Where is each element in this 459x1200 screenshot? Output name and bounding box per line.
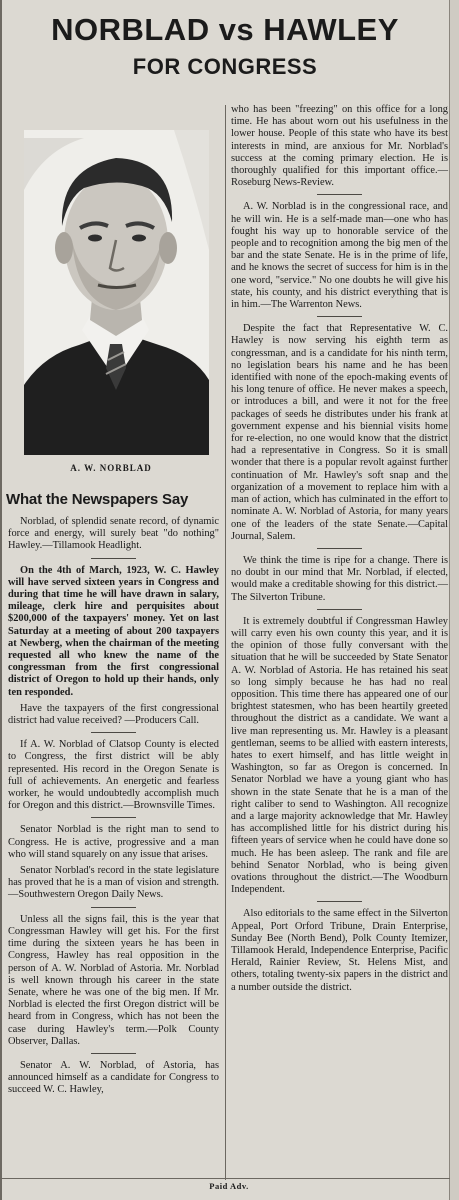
bottom-rule <box>0 1178 450 1179</box>
headline-sub: FOR CONGRESS <box>132 54 318 79</box>
quote-tillamook: Norblad, of splendid senate record, of dynamic force and energy, will surely beat "do nothing" Hawley.—Tillamook Headlight. <box>8 516 219 552</box>
divider <box>91 558 136 559</box>
left-column <box>8 490 219 1101</box>
quote-sw-oregon-2: Senator Norblad's record in the state legislature has proved that he is a man of vision and strength.—Southwestern Oregon Daily News. <box>8 865 219 901</box>
quote-producers-call-followup: Have the taxpayers of the first congressional district had value received? —Producers Call. <box>8 702 219 727</box>
divider <box>91 732 136 733</box>
divider <box>91 1053 136 1054</box>
section-subhead: What the Newspapers Say <box>6 491 189 508</box>
column-rule <box>225 105 226 1180</box>
headline-main: NORBLAD vs HAWLEY <box>51 12 399 47</box>
candidate-portrait <box>24 130 209 455</box>
divider <box>91 817 136 818</box>
divider <box>317 194 362 195</box>
divider <box>317 609 362 610</box>
right-column <box>231 104 448 998</box>
quote-polk-county: Unless all the signs fail, this is the year that Congressman Hawley will get his. For the first time during the sixteen years he has been in Congress, Hawley has real opposition in the person of A. W. Norblad of Astoria. Mr. Norblad is well known through his career in the state Senate, where he was one of the big men. If Mr. Norblad is elected the first Oregon district will be heard from in Congress, which has not been the case during Hawley's term.—Polk County Observer, Dallas. <box>8 913 219 1047</box>
quote-roseburg-end: who has been "freezing" on this office for a long time. He has about worn out his usefulness in the lower house. People of this state who have its best interests in mind, are anxious for Mr. Norblad's success at the coming primary election. He is thoroughly qualified for this important office.—Roseburg News-Review. <box>231 104 448 189</box>
paid-advertisement-note: Paid Adv. <box>209 1181 249 1191</box>
quote-roseburg-start: Senator A. W. Norblad, of Astoria, has announced himself as a candidate for Congress to succeed W. C. Hawley, <box>8 1059 219 1096</box>
portrait-caption: A. W. NORBLAD <box>70 463 152 473</box>
quote-producers-call: On the 4th of March, 1923, W. C. Hawley will have served sixteen years in Congress and during that time he will have drawn in salary, mileage, clerk hire and perquisites about $200,000 of the taxpayers' money. Yet on last Saturday at a meeting of about 200 taxpayers at Newberg, when the chairman of the meeting requested all who knew the name of the congressman from the first congressional district of Oregon to hold up their hands, only ten responded. <box>8 564 219 698</box>
divider <box>317 548 362 549</box>
quote-silverton: We think the time is ripe for a change. There is no doubt in our mind that Mr. Norblad, if elected, would make a creditable showing for this district.—The Silverton Tribune. <box>231 554 448 603</box>
portrait-image <box>24 130 209 455</box>
divider <box>317 316 362 317</box>
divider <box>317 901 362 902</box>
quote-capital-journal: Despite the fact that Representative W. C. Hawley is now serving his eighth term as congressman, and is a candidate for his ninth term, no legislation bears his name and he has been identified with none of the epoch-making events of his long tenure of office. He never makes a speech, or introduces a bill, and were it not for the free packages of seeds he distributes under his frank at government expense and his biennial visits home for re-election, no one would know that the district had a representative in Congress. So it is small wonder that there is a popular revolt against further continuation of Mr. Hawley's soft snap and the organization of a movement to replace him with a man of action, which has culminated in the effort to nominate A. W. Norblad of Astoria, for many years one of the leaders of the state Senate.—Capital Journal, Salem. <box>231 323 448 542</box>
quote-sw-oregon-1: Senator Norblad is the right man to send to Congress. He is active, progressive and a man who will stand squarely on any issue that arises. <box>8 824 219 860</box>
quote-brownsville: If A. W. Norblad of Clatsop County is elected to Congress, the first district will be ably represented. His record in the Oregon Senate is full of achievements. An energetic and fearless worker, he would undoubtedly accomplish much for Oregon and this district.—Brownsville Times. <box>8 739 219 812</box>
quote-woodburn: It is extremely doubtful if Congressman Hawley will carry even his own county this year, and it is the opinion of those fully conversant with the situation that he will be succeeded by State Senator A. W. Norblad of Astoria. He has retained his seat so long simply because he has had no real opposition. This time there has appeared one of our brightest statesmen, who has been heartily greeted throughout the district as a candidate. We want a live man representing us. Mr. Hawley is a pleasant gentleman, seems to be allied with eastern interests, hates to exert himself, and has little weight in Washington, so far as Oregon is concerned. In Senator Norblad we have a young giant who has shown in the state Senate that he is a man of the right caliber to send to Washington. All recognize and a large majority acknowledge that Mr. Hawley has accomplished little for his district during his fifteen years of service when he could have done so much. He has been asleep. The rank and file are behind Senator Norblad, who is being given ovations throughout the district.—The Woodburn Independent. <box>231 615 448 896</box>
adjacent-column-fragment <box>449 0 459 1200</box>
divider <box>91 907 136 908</box>
headline <box>0 12 450 81</box>
other-editorials: Also editorials to the same effect in the Silverton Appeal, Port Orford Tribune, Drain Enterprise, Sunday Bee (North Bend), Polk County Itemizer, Tillamook Herald, Independence Enterprise, Pacific Herald, Rainier Review, St. Helens Mist, and others, totaling twenty-six papers in the district and a number outside the district. <box>231 908 448 993</box>
quote-warrenton: A. W. Norblad is in the congressional race, and he will win. He is a self-made man—one who has fought his way up to honorable service of the people and to recognition among the big men of the bar and the state Senate. He is in the prime of life, and he knows the secret of success for him is in the one word, "service." No one doubts he will give his state, his county, and his district everything that is in him.—The Warrenton News. <box>231 201 448 311</box>
left-margin-rule <box>0 0 2 1200</box>
